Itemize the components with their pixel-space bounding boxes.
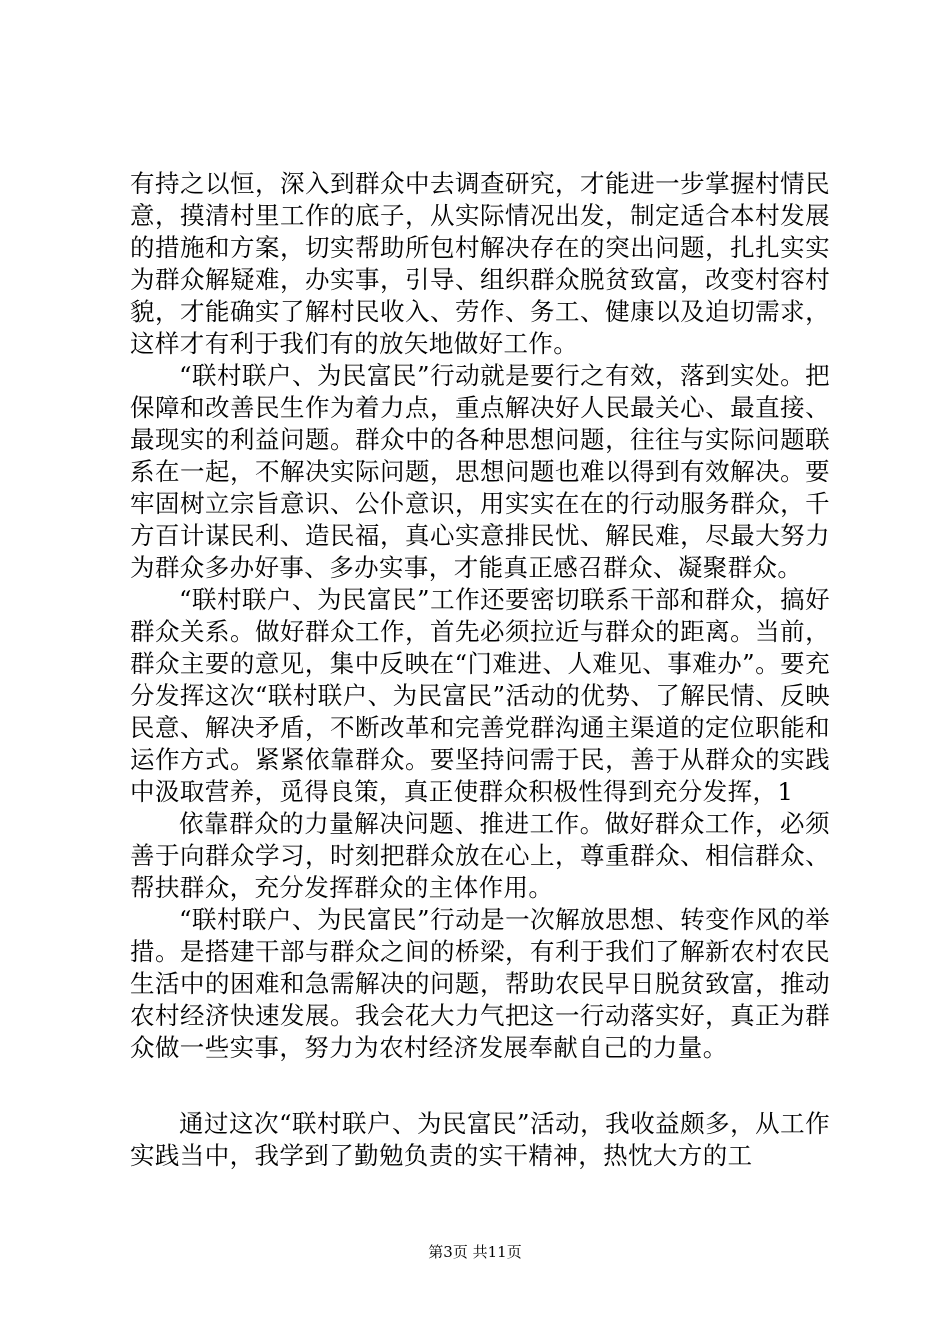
paragraph-5: “联村联户、为民富民”行动是一次解放思想、转变作风的举措。是搭建干部与群众之间的桥梁，有利于我们了解新农村农民生活中的困难和急需解决的问题，帮助农民早日脱贫致富，推动农村经济快速发展。我会花大力气把这一行动落实好，真正为群众做一些实事，努力为农村经济发展奉献自己的力量。: [130, 905, 830, 1062]
paragraph-3: “联村联户、为民富民”工作还要密切联系干部和群众，搞好群众关系。做好群众工作，首先必须拉近与群众的距离。当前，群众主要的意见，集中反映在“门难进、人难见、事难办”。要充分发挥这次“联村联户、为民富民”活动的优势、了解民情、反映民意、解决矛盾，不断改革和完善党群沟通主渠道的定位职能和运作方式。紧紧依靠群众。要坚持问需于民，善于从群众的实践中汲取营养，觅得良策，真正使群众积极性得到充分发挥，1: [130, 585, 830, 806]
document-body: [130, 168, 830, 1172]
paragraph-2: “联村联户、为民富民”行动就是要行之有效，落到实处。把保障和改善民生作为着力点，重点解决好人民最关心、最直接、最现实的利益问题。群众中的各种思想问题，往往与实际问题联系在一起，不解决实际问题，思想问题也难以得到有效解决。要牢固树立宗旨意识、公仆意识，用实实在在的行动服务群众，千方百计谋民利、造民福，真心实意排民忧、解民难，尽最大努力为群众多办好事、多办实事，才能真正感召群众、凝聚群众。: [130, 361, 830, 582]
paragraph-4: 依靠群众的力量解决问题、推进工作。做好群众工作，必须善于向群众学习，时刻把群众放在心上，尊重群众、相信群众、帮扶群众，充分发挥群众的主体作用。: [130, 809, 830, 902]
paragraph-1: 有持之以恒，深入到群众中去调查研究，才能进一步掌握村情民意，摸清村里工作的底子，从实际情况出发，制定适合本村发展的措施和方案，切实帮助所包村解决存在的突出问题，扎扎实实为群众解疑难，办实事，引导、组织群众脱贫致富，改变村容村貌，才能确实了解村民收入、劳作、务工、健康以及迫切需求，这样才有利于我们有的放矢地做好工作。: [130, 169, 830, 358]
paragraph-6: 通过这次“联村联户、为民富民”活动，我收益颇多，从工作实践当中，我学到了勤勉负责的实干精神，热忱大方的工: [130, 1109, 830, 1170]
page-number-footer: 第3页 共11页: [428, 1243, 522, 1261]
